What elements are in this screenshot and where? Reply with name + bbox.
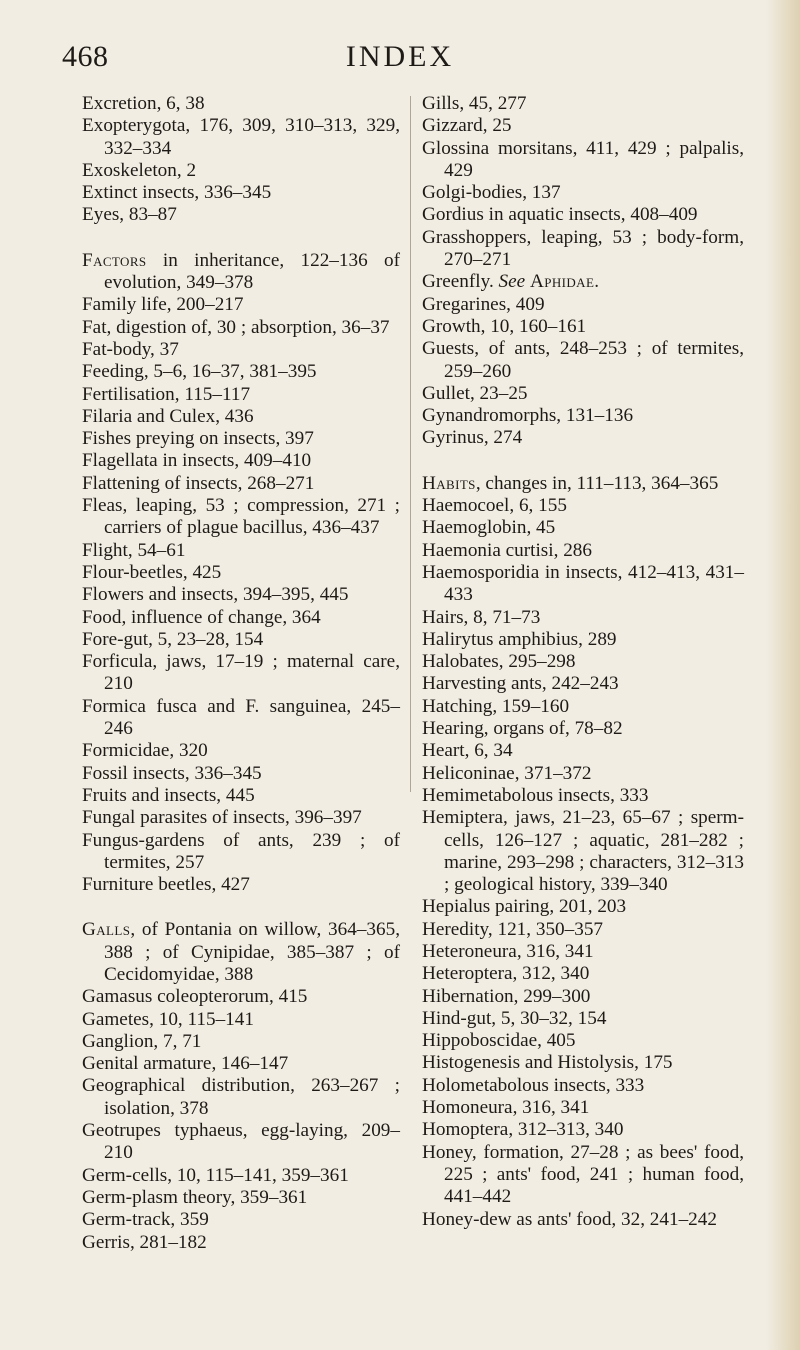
index-entry: Hairs, 8, 71–73 — [422, 606, 541, 628]
index-entry: Germ-plasm theory, 359–361 — [82, 1186, 308, 1208]
index-entry: Fleas, leaping, 53 ; compression, 271 ; carriers of plague bacillus, 436–437 — [82, 495, 400, 539]
index-entry: Flattening of insects, 268–271 — [82, 472, 315, 494]
index-entry: Hippoboscidae, 405 — [422, 1030, 576, 1052]
section-lead-word: Habits — [422, 472, 476, 494]
index-entry: Guests, of ants, 248–253 ; of termites, 259–260 — [422, 338, 744, 382]
index-entry: Hind-gut, 5, 30–32, 154 — [422, 1007, 607, 1029]
left-column — [82, 93, 400, 1277]
index-entry: Furniture beetles, 427 — [82, 874, 250, 896]
index-entry: Fat-body, 37 — [82, 338, 179, 360]
index-entry: Flour-beetles, 425 — [82, 561, 222, 583]
index-entry: Heteroptera, 312, 340 — [422, 963, 590, 985]
index-entry: Heart, 6, 34 — [422, 740, 513, 762]
index-entry: Gyrinus, 274 — [422, 427, 523, 449]
index-entry: Histogenesis and Histolysis, 175 — [422, 1052, 673, 1074]
index-entry: Flowers and insects, 394–395, 445 — [82, 584, 349, 606]
index-entry: Hibernation, 299–300 — [422, 985, 591, 1007]
index-entry: Grasshoppers, leaping, 53 ; body-form, 270–271 — [422, 226, 744, 271]
index-section — [82, 93, 400, 227]
index-entry: Heliconinae, 371–372 — [422, 762, 592, 784]
index-entry: Fruits and insects, 445 — [82, 784, 255, 806]
index-entry: Halirytus amphibius, 289 — [422, 628, 617, 650]
index-section — [422, 473, 744, 1231]
index-entry: Excretion, 6, 38 — [82, 93, 205, 114]
index-entry: Halobates, 295–298 — [422, 651, 576, 673]
index-entry: Exoskeleton, 2 — [82, 159, 197, 181]
running-head: INDEX — [345, 40, 455, 73]
index-entry: Fertilisation, 115–117 — [82, 383, 251, 405]
index-entry: Harvesting ants, 242–243 — [422, 673, 619, 695]
index-entry: Geographical distribution, 263–267 ; isolation, 378 — [82, 1075, 400, 1119]
index-entry: Hepialus pairing, 201, 203 — [422, 896, 627, 918]
index-entry: Greenfly. See Aphidae. — [422, 271, 600, 293]
index-entry: Extinct insects, 336–345 — [82, 182, 272, 204]
index-entry: Eyes, 83–87 — [82, 204, 177, 226]
index-entry: Fungal parasites of insects, 396–397 — [82, 807, 362, 829]
index-entry: Formicidae, 320 — [82, 740, 208, 762]
index-entry: Gerris, 281–182 — [82, 1231, 207, 1253]
index-entry: Fungus-gardens of ants, 239 ; of termites, 257 — [82, 829, 400, 873]
column-divider — [410, 96, 411, 792]
index-entry: Haemoglobin, 45 — [422, 517, 556, 539]
index-entry: Family life, 200–217 — [82, 294, 244, 316]
index-entry: Fore-gut, 5, 23–28, 154 — [82, 628, 264, 650]
section-lead-word: Galls — [82, 919, 131, 941]
index-entry: Honey, formation, 27–28 ; as bees' food, 225 ; ants' food, 241 ; human food, 441–442 — [422, 1141, 744, 1208]
index-entry: Ganglion, 7, 71 — [82, 1030, 202, 1052]
index-entry: Gregarines, 409 — [422, 293, 545, 315]
index-entry: Exopterygota, 176, 309, 310–313, 329, 332–334 — [82, 115, 400, 159]
index-entry: Food, influence of change, 364 — [82, 606, 321, 628]
index-section — [422, 93, 744, 450]
index-entry: Gizzard, 25 — [422, 115, 512, 137]
page-edge-shadow — [766, 0, 800, 1350]
index-entry: Hemiptera, jaws, 21–23, 65–67 ; sperm-cells, 126–127 ; aquatic, 281–282 ; marine, 293–298 ; characters, 312–313 ; geological history, 339–340 — [422, 807, 744, 896]
index-entry: Heredity, 121, 350–357 — [422, 918, 604, 940]
index-entry: Feeding, 5–6, 16–37, 381–395 — [82, 361, 317, 383]
index-entry: Glossina morsitans, 411, 429 ; palpalis, 429 — [422, 137, 744, 181]
index-entry: Gordius in aquatic insects, 408–409 — [422, 204, 698, 226]
index-entry: Gills, 45, 277 — [422, 93, 527, 114]
index-entry: Germ-track, 359 — [82, 1209, 209, 1231]
index-entry: Fishes preying on insects, 397 — [82, 428, 314, 450]
index-entry: Holometabolous insects, 333 — [422, 1074, 645, 1096]
index-entry: Gametes, 10, 115–141 — [82, 1008, 254, 1030]
index-section — [82, 250, 400, 897]
index-entry: Hemimetabolous insects, 333 — [422, 784, 649, 806]
index-entry: Geotrupes typhaeus, egg-laying, 209–210 — [82, 1120, 400, 1164]
index-entry: Gynandromorphs, 131–136 — [422, 405, 634, 427]
index-entry: Haemosporidia in insects, 412–413, 431–433 — [422, 561, 744, 606]
index-entry: Heteroneura, 316, 341 — [422, 940, 594, 962]
index-entry: Flagellata in insects, 409–410 — [82, 450, 312, 472]
index-entry: Fat, digestion of, 30 ; absorption, 36–37 — [82, 316, 390, 338]
index-entry: Germ-cells, 10, 115–141, 359–361 — [82, 1164, 349, 1186]
page-header — [0, 40, 800, 80]
index-entry: Haemocoel, 6, 155 — [422, 495, 567, 517]
index-entry: Formica fusca and F. sanguinea, 245–246 — [82, 695, 400, 740]
index-entry: Haemonia curtisi, 286 — [422, 539, 592, 561]
index-entry: Filaria and Culex, 436 — [82, 405, 254, 427]
index-entry: Homoptera, 312–313, 340 — [422, 1119, 624, 1141]
index-entry: Forficula, jaws, 17–19 ; maternal care, 210 — [82, 651, 400, 695]
index-entry: Gullet, 23–25 — [422, 382, 528, 404]
index-entry: Fossil insects, 336–345 — [82, 762, 262, 784]
index-entry: Genital armature, 146–147 — [82, 1053, 289, 1075]
index-entry: Factors in inheritance, 122–136 of evolution, 349–378 — [82, 249, 400, 294]
index-entry: Growth, 10, 160–161 — [422, 315, 587, 337]
index-entry: Flight, 54–61 — [82, 539, 186, 561]
index-entry: Gamasus coleopterorum, 415 — [82, 986, 308, 1008]
section-lead-word: Factors — [82, 249, 147, 271]
index-entry: Galls, of Pontania on willow, 364–365, 388 ; of Cynipidae, 385–387 ; of Cecidomyidae, 388 — [82, 919, 400, 985]
index-entry: Habits, changes in, 111–113, 364–365 — [422, 472, 719, 494]
index-entry: Golgi-bodies, 137 — [422, 182, 561, 204]
index-section — [82, 919, 400, 1253]
page-number: 468 — [62, 40, 109, 73]
index-entry: Homoneura, 316, 341 — [422, 1097, 590, 1119]
right-column — [422, 93, 744, 1254]
index-entry: Hearing, organs of, 78–82 — [422, 718, 623, 740]
index-entry: Honey-dew as ants' food, 32, 241–242 — [422, 1208, 717, 1230]
index-entry: Hatching, 159–160 — [422, 695, 570, 717]
